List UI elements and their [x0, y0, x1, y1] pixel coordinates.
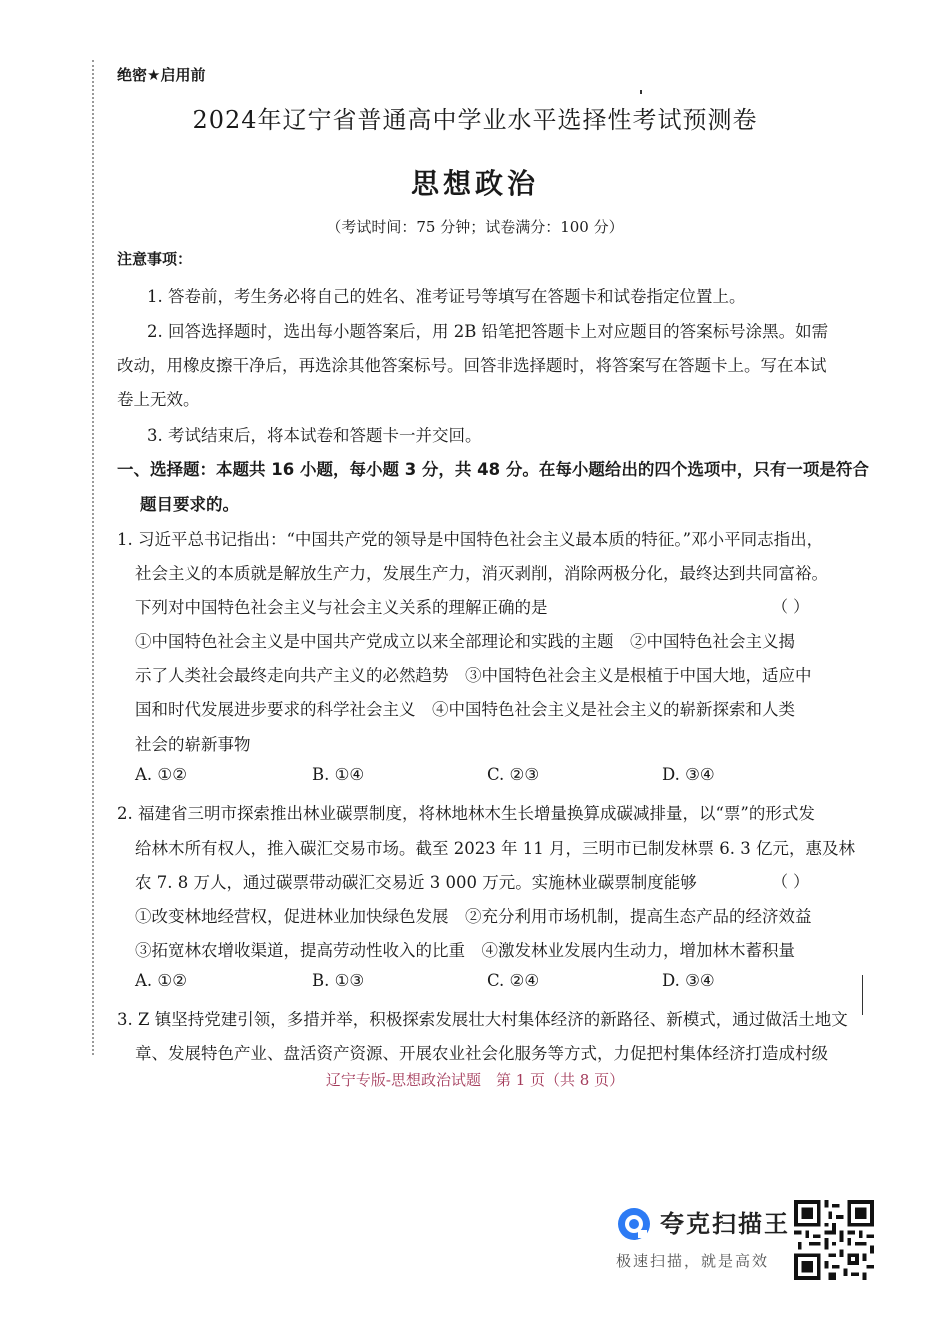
question-3-line: 章、发展特色产业、盘活资产资源、开展农业社会化服务等方式，力促把村集体经济打造成村级 [135, 1044, 828, 1063]
notice-heading: 注意事项： [117, 250, 193, 268]
binding-dotted-line [92, 60, 94, 1055]
answer-paren: （ ） [772, 597, 810, 616]
scan-mark [862, 975, 863, 1015]
option-d: D. ③④ [662, 971, 715, 990]
question-1-line: 示了人类社会最终走向共产主义的必然趋势 ③中国特色社会主义是根植于中国大地，适应中 [135, 666, 812, 685]
exam-time-info: （考试时间：75 分钟；试卷满分：100 分） [326, 218, 624, 236]
question-1-line: 社会主义的本质就是解放生产力，发展生产力，消灭剥削，消除两极分化，最终达到共同富裕。 [135, 564, 828, 583]
question-2-line: ①改变林地经营权，促进林业加快绿色发展 ②充分利用市场机制，提高生态产品的经济效益 [135, 907, 812, 926]
question-2-line: 给林木所有权人，推入碳汇交易市场。截至 2023 年 11 月，三明市已制发林票 6. 3 亿元，惠及林 [135, 839, 855, 858]
question-1-line: 下列对中国特色社会主义与社会主义关系的理解正确的是 [135, 598, 548, 617]
option-c: C. ②④ [487, 971, 540, 990]
option-b: B. ①③ [312, 971, 365, 990]
option-a: A. ①② [135, 765, 187, 784]
watermark-name: 夸克扫描王 [660, 1210, 790, 1238]
section-heading: 一、选择题：本题共 16 小题，每小题 3 分，共 48 分。在每小题给出的四个选项中，只有一项是符合 [117, 460, 869, 479]
notice-line: 3. 考试结束后，将本试卷和答题卡一并交回。 [147, 426, 482, 445]
answer-paren: （ ） [772, 872, 810, 891]
question-2-line: 农 7. 8 万人，通过碳票带动碳汇交易近 3 000 万元。实施林业碳票制度能够 [135, 873, 697, 892]
option-c: C. ②③ [487, 765, 540, 784]
question-2-line: 2. 福建省三明市探索推出林业碳票制度，将林地林木生长增量换算成碳减排量，以“票”的形式发 [117, 804, 815, 823]
confidential-label: 绝密★启用前 [117, 66, 206, 84]
question-2-line: ③拓宽林农增收渠道，提高劳动性收入的比重 ④激发林业发展内生动力，增加林木蓄积量 [135, 941, 795, 960]
question-1-line: 1. 习近平总书记指出：“中国共产党的领导是中国特色社会主义最本质的特征。”邓小平同志指出， [117, 530, 824, 549]
question-1-line: 国和时代发展进步要求的科学社会主义 ④中国特色社会主义是社会主义的崭新探索和人类 [135, 700, 795, 719]
scanner-watermark [612, 1198, 892, 1278]
question-3-line: 3. Z 镇坚持党建引领，多措并举，积极探索发展壮大村集体经济的新路径、新模式，通过做活土地文 [117, 1010, 848, 1029]
option-b: B. ①④ [312, 765, 365, 784]
notice-line: 1. 答卷前，考生务必将自己的姓名、准考证号等填写在答题卡和试卷指定位置上。 [147, 287, 746, 306]
notice-line: 改动，用橡皮擦干净后，再选涂其他答案标号。回答非选择题时，将答案写在答题卡上。写在本试 [117, 356, 827, 375]
quark-logo-icon [616, 1206, 652, 1242]
exam-title: 2024年辽宁省普通高中学业水平选择性考试预测卷 [192, 106, 758, 134]
option-d: D. ③④ [662, 765, 715, 784]
question-1-line: 社会的崭新事物 [135, 735, 251, 754]
option-a: A. ①② [135, 971, 187, 990]
section-heading-cont: 题目要求的。 [140, 495, 239, 514]
notice-line: 卷上无效。 [117, 390, 200, 409]
qr-code-icon [794, 1200, 874, 1280]
subject-title: 思想政治 [410, 167, 539, 200]
question-1-line: ①中国特色社会主义是中国共产党成立以来全部理论和实践的主题 ②中国特色社会主义揭 [135, 632, 795, 651]
page-footer: 辽宁专版-思想政治试题 第 1 页（共 8 页） [325, 1071, 625, 1089]
notice-line: 2. 回答选择题时，选出每小题答案后，用 2B 铅笔把答题卡上对应题目的答案标号涂黑。如需 [147, 322, 829, 341]
watermark-slogan: 极速扫描，就是高效 [616, 1252, 770, 1270]
scan-mark [640, 90, 642, 94]
